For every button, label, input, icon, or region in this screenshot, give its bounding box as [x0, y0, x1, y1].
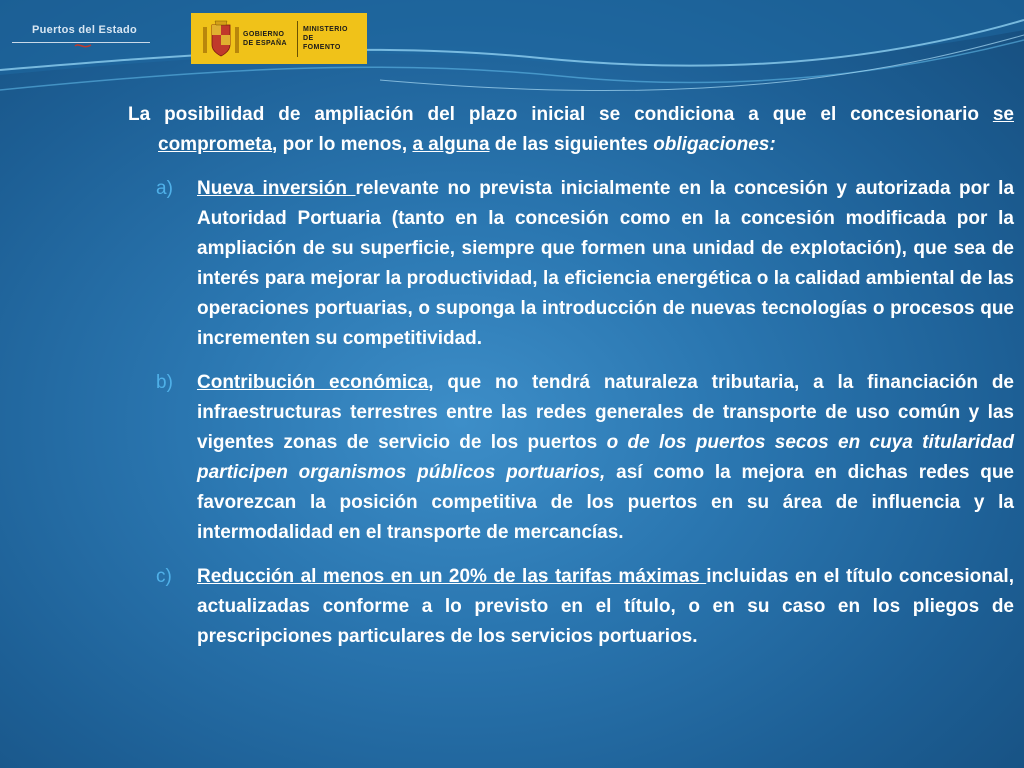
gobierno-ministerio-logo — [191, 13, 367, 64]
gov-divider — [297, 21, 298, 57]
list-marker: b) — [156, 372, 173, 393]
item-text-continued: así como la mejora en dichas redes que favorezcan la posición competitiva de los puertos en su área de influencia y la intermodalidad en el transporte de mercancías. — [197, 462, 1014, 543]
gov-line-2: DE ESPAÑA — [243, 39, 287, 47]
list-item — [128, 368, 1014, 548]
intro-text-2: , por lo menos, — [272, 134, 413, 155]
coat-of-arms-icon — [199, 19, 243, 59]
list-item — [128, 174, 1014, 354]
gov-text-left — [243, 30, 293, 48]
intro-text-1: La posibilidad de ampliación del plazo inicial se condiciona a que el concesionario — [128, 104, 993, 125]
puertos-del-estado-logo — [12, 20, 152, 52]
item-lead: Nueva inversión — [197, 178, 356, 199]
brand-text: Puertos del Estado — [32, 24, 138, 36]
ministry-line-2: DE FOMENTO — [303, 35, 341, 51]
list-marker: c) — [156, 566, 172, 587]
item-lead: Contribución económica — [197, 372, 429, 393]
intro-paragraph — [128, 100, 1014, 160]
wave-icon — [74, 42, 92, 50]
obligations-list — [128, 174, 1014, 652]
gov-line-1: GOBIERNO — [243, 30, 285, 38]
intro-emphasis: obligaciones: — [653, 134, 776, 155]
intro-underlined-1: se comprometa — [158, 104, 1014, 155]
ministry-line-1: MINISTERIO — [303, 26, 348, 33]
intro-text-3: de las siguientes — [489, 134, 654, 155]
item-emphasis: o de los puertos secos en cuya titularidad participen organismos públicos portuarios, — [197, 432, 1014, 483]
item-lead: Reducción al menos en un 20% de las tarifas máximas — [197, 566, 707, 587]
list-item — [128, 562, 1014, 652]
gov-text-right — [303, 25, 353, 52]
slide-body — [128, 100, 1014, 666]
item-text: , que no tendrá naturaleza tributaria, a la financiación de infraestructuras terrestres entre las redes generales de transporte de uso común y las vigentes zonas de servicio de los puertos — [197, 372, 1014, 453]
list-marker: a) — [156, 178, 173, 199]
item-text: relevante no prevista inicialmente en la concesión y autorizada por la Autoridad Portuaria (tanto en la concesión como en la concesión modificada por la ampliación de su superficie, siempre que formen una unidad de explotación), que sea de interés para mejorar la productividad, la eficiencia energética o la calidad ambiental de las operaciones portuarias, o suponga la introducción de nuevas tecnologías o procesos que incrementen su competitividad. — [197, 178, 1015, 349]
item-text: incluidas en el título concesional, actualizadas conforme a lo previsto en el título, o en su caso en los pliegos de prescripciones particulares de los servicios portuarios. — [197, 566, 1014, 647]
intro-underlined-2: a alguna — [412, 134, 490, 155]
